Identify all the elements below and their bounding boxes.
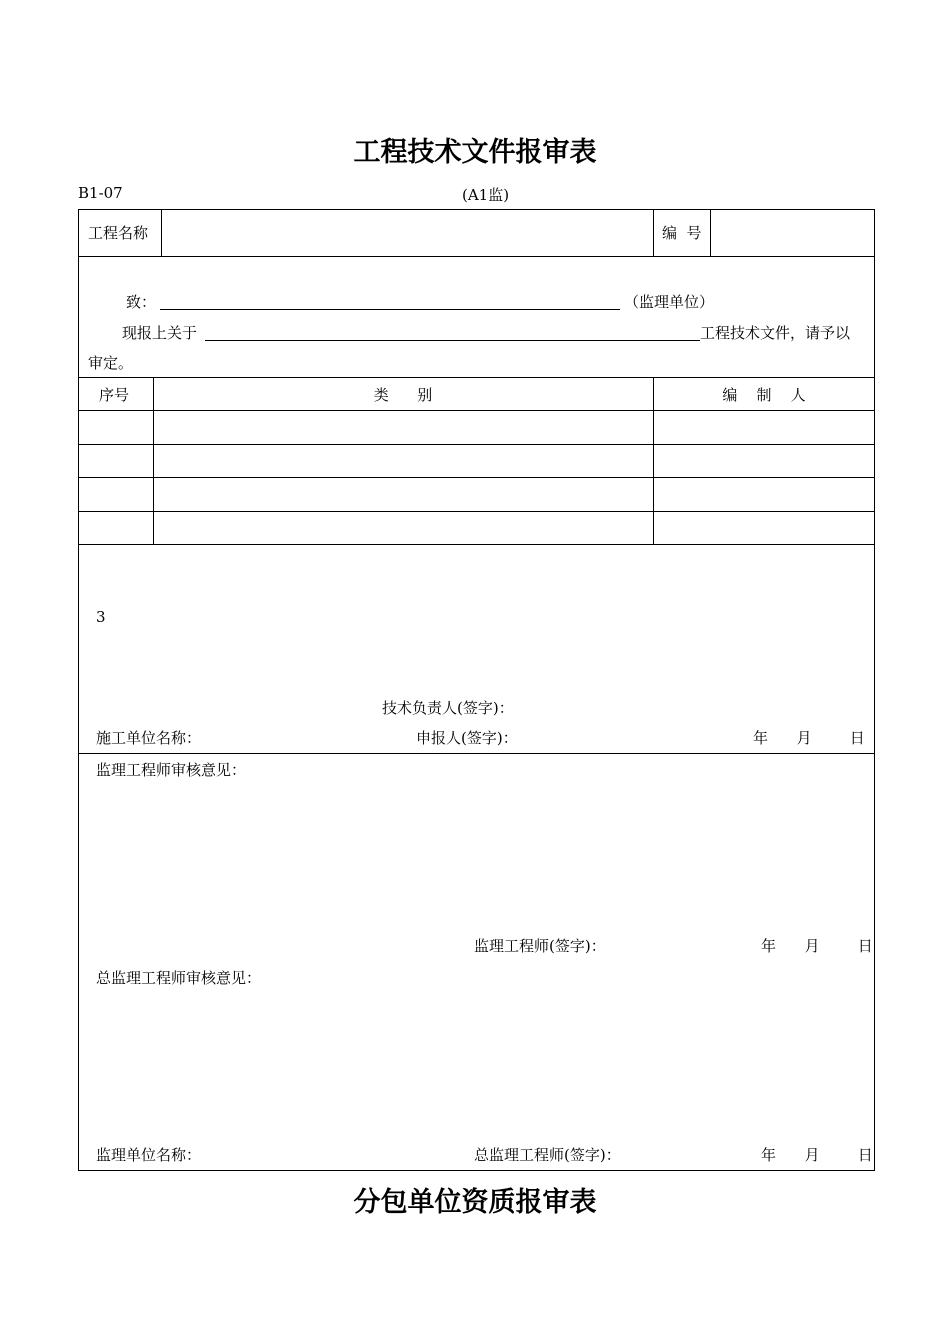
divider — [161, 209, 162, 257]
form-code: B1-07 — [78, 184, 123, 202]
to-label: 致： — [126, 293, 157, 311]
supervisor-opinion-label: 监理工程师审核意见： — [96, 761, 247, 779]
next-form-title: 分包单位资质报审表 — [353, 1187, 597, 1218]
divider — [78, 477, 875, 478]
supervisor-sign-label: 监理工程师(签字)： — [474, 937, 606, 955]
attachment-note: 3 — [96, 608, 106, 626]
to-blank[interactable] — [160, 309, 620, 310]
chief-sign-label: 总监理工程师(签字)： — [474, 1146, 621, 1164]
number-label: 编 号 — [662, 224, 702, 242]
divider — [78, 444, 875, 445]
to-suffix: （监理单位） — [624, 293, 715, 311]
report-suffix: 工程技术文件，请予以 — [700, 324, 851, 342]
contractor-unit-label: 施工单位名称： — [96, 729, 202, 747]
divider — [653, 209, 654, 257]
tech-lead-sign-label: 技术负责人(签字)： — [382, 699, 514, 717]
project-name-label: 工程名称 — [88, 224, 149, 242]
chief-date: 年 月 日 — [761, 1146, 873, 1164]
applicant-sign-label: 申报人(签字)： — [416, 729, 518, 747]
report-end: 审定。 — [88, 354, 134, 372]
form-table — [78, 209, 875, 1171]
supervision-unit-label: 监理单位名称： — [96, 1146, 202, 1164]
divider — [78, 753, 875, 754]
table-header-author: 编 制 人 — [722, 386, 806, 404]
form-category: (A1监) — [462, 186, 510, 204]
form-title: 工程技术文件报审表 — [353, 137, 597, 168]
supervisor-date: 年 月 日 — [761, 937, 873, 955]
report-blank[interactable] — [205, 340, 700, 341]
divider — [78, 256, 875, 257]
chief-opinion-label: 总监理工程师审核意见： — [96, 969, 262, 987]
divider — [78, 410, 875, 411]
table-header-category: 类 别 — [373, 386, 433, 404]
divider — [78, 511, 875, 512]
divider — [78, 377, 875, 378]
divider — [78, 544, 875, 545]
report-prefix: 现报上关于 — [122, 324, 198, 342]
table-header-index: 序号 — [99, 386, 130, 404]
divider — [710, 209, 711, 257]
contractor-date: 年 月 日 — [753, 729, 865, 747]
